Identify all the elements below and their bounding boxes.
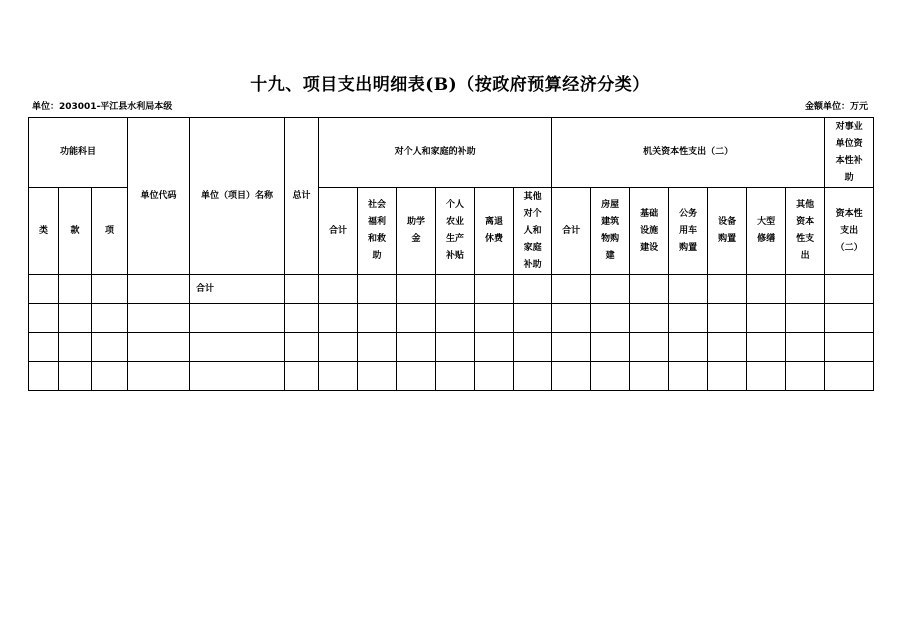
personal-col-header: 社会 福利 和救 助: [358, 188, 397, 275]
table-cell: [29, 275, 59, 304]
table-row: [29, 304, 874, 333]
table-cell: [747, 275, 786, 304]
table-cell: [591, 362, 630, 391]
func-subject-header: 功能科目: [29, 118, 128, 188]
table-cell: [747, 362, 786, 391]
table-cell: [475, 275, 514, 304]
row-name-cell: [190, 362, 285, 391]
table-cell: [552, 275, 591, 304]
table-cell: [436, 333, 475, 362]
unit-code-header: 单位代码: [128, 118, 190, 275]
table-cell: [29, 362, 59, 391]
table-cell: [708, 275, 747, 304]
table-cell: [630, 362, 669, 391]
capital-col-header: 设备 购置: [708, 188, 747, 275]
table-cell: [92, 362, 128, 391]
table-cell: [285, 275, 319, 304]
table-cell: [669, 333, 708, 362]
table-cell: [397, 362, 436, 391]
table-cell: [514, 304, 552, 333]
table-row: [29, 333, 874, 362]
enterprise-col-header: 资本性 支出 （二）: [825, 188, 874, 275]
table-cell: [358, 304, 397, 333]
table-cell: [747, 304, 786, 333]
table-cell: [436, 275, 475, 304]
personal-subsidy-header: 对个人和家庭的补助: [319, 118, 552, 188]
personal-col-header: 个人 农业 生产 补贴: [436, 188, 475, 275]
table-cell: [747, 333, 786, 362]
table-cell: [319, 362, 358, 391]
table-cell: [128, 362, 190, 391]
table-cell: [669, 362, 708, 391]
capital-expenditure-header: 机关资本性支出（二）: [552, 118, 825, 188]
table-cell: [591, 304, 630, 333]
table-cell: [669, 304, 708, 333]
amount-unit-label: 金额单位：万元: [804, 102, 868, 112]
table-cell: [786, 304, 825, 333]
table-cell: [59, 304, 92, 333]
row-name-cell: [190, 304, 285, 333]
table-cell: [92, 304, 128, 333]
kuan-header: 款: [59, 188, 92, 275]
capital-col-header: 房屋 建筑 物购 建: [591, 188, 630, 275]
table-cell: [29, 333, 59, 362]
table-cell: [591, 333, 630, 362]
table-cell: [475, 304, 514, 333]
table-cell: [319, 275, 358, 304]
table-cell: [59, 275, 92, 304]
table-cell: [591, 275, 630, 304]
capital-col-header: 合计: [552, 188, 591, 275]
table-cell: [552, 362, 591, 391]
table-cell: [825, 304, 874, 333]
table-cell: [319, 333, 358, 362]
expenditure-table: [28, 117, 874, 391]
table-cell: [128, 333, 190, 362]
unit-name-header: 单位（项目）名称: [190, 118, 285, 275]
personal-col-header: 其他 对个 人和 家庭 补助: [514, 188, 552, 275]
table-cell: [92, 275, 128, 304]
table-row: [29, 275, 874, 304]
table-row: [29, 362, 874, 391]
table-cell: [285, 304, 319, 333]
capital-col-header: 大型 修缮: [747, 188, 786, 275]
table-cell: [128, 275, 190, 304]
row-name-cell: 合计: [190, 275, 285, 304]
capital-col-header: 其他 资本 性支 出: [786, 188, 825, 275]
table-cell: [475, 362, 514, 391]
table-cell: [786, 275, 825, 304]
table-cell: [708, 304, 747, 333]
table-cell: [786, 362, 825, 391]
table-cell: [475, 333, 514, 362]
table-cell: [552, 333, 591, 362]
table-cell: [358, 362, 397, 391]
lei-header: 类: [29, 188, 59, 275]
enterprise-capital-header: 对事业 单位资 本性补 助: [825, 118, 874, 188]
table-cell: [825, 275, 874, 304]
table-cell: [514, 333, 552, 362]
table-cell: [436, 304, 475, 333]
table-cell: [514, 275, 552, 304]
table-cell: [397, 275, 436, 304]
xiang-header: 项: [92, 188, 128, 275]
table-cell: [29, 304, 59, 333]
capital-col-header: 基础 设施 建设: [630, 188, 669, 275]
table-cell: [669, 275, 708, 304]
table-cell: [708, 333, 747, 362]
table-cell: [59, 362, 92, 391]
page-title: 十九、项目支出明细表(B)（按政府预算经济分类）: [250, 75, 650, 95]
table-cell: [397, 333, 436, 362]
personal-col-header: 离退 休费: [475, 188, 514, 275]
table-cell: [630, 304, 669, 333]
table-cell: [59, 333, 92, 362]
table-cell: [358, 333, 397, 362]
table-cell: [285, 362, 319, 391]
table-cell: [514, 362, 552, 391]
table-cell: [825, 362, 874, 391]
unit-label: 单位：203001-平江县水利局本级: [32, 102, 173, 112]
row-name-cell: [190, 333, 285, 362]
personal-col-header: 助学 金: [397, 188, 436, 275]
personal-col-header: 合计: [319, 188, 358, 275]
table-cell: [128, 304, 190, 333]
table-cell: [786, 333, 825, 362]
capital-col-header: 公务 用车 购置: [669, 188, 708, 275]
table-cell: [397, 304, 436, 333]
table-cell: [708, 362, 747, 391]
table-cell: [630, 333, 669, 362]
table-cell: [319, 304, 358, 333]
total-header: 总计: [285, 118, 319, 275]
table-cell: [92, 333, 128, 362]
table-cell: [358, 275, 397, 304]
table-cell: [552, 304, 591, 333]
table-cell: [630, 275, 669, 304]
table-cell: [285, 333, 319, 362]
table-cell: [825, 333, 874, 362]
table-cell: [436, 362, 475, 391]
